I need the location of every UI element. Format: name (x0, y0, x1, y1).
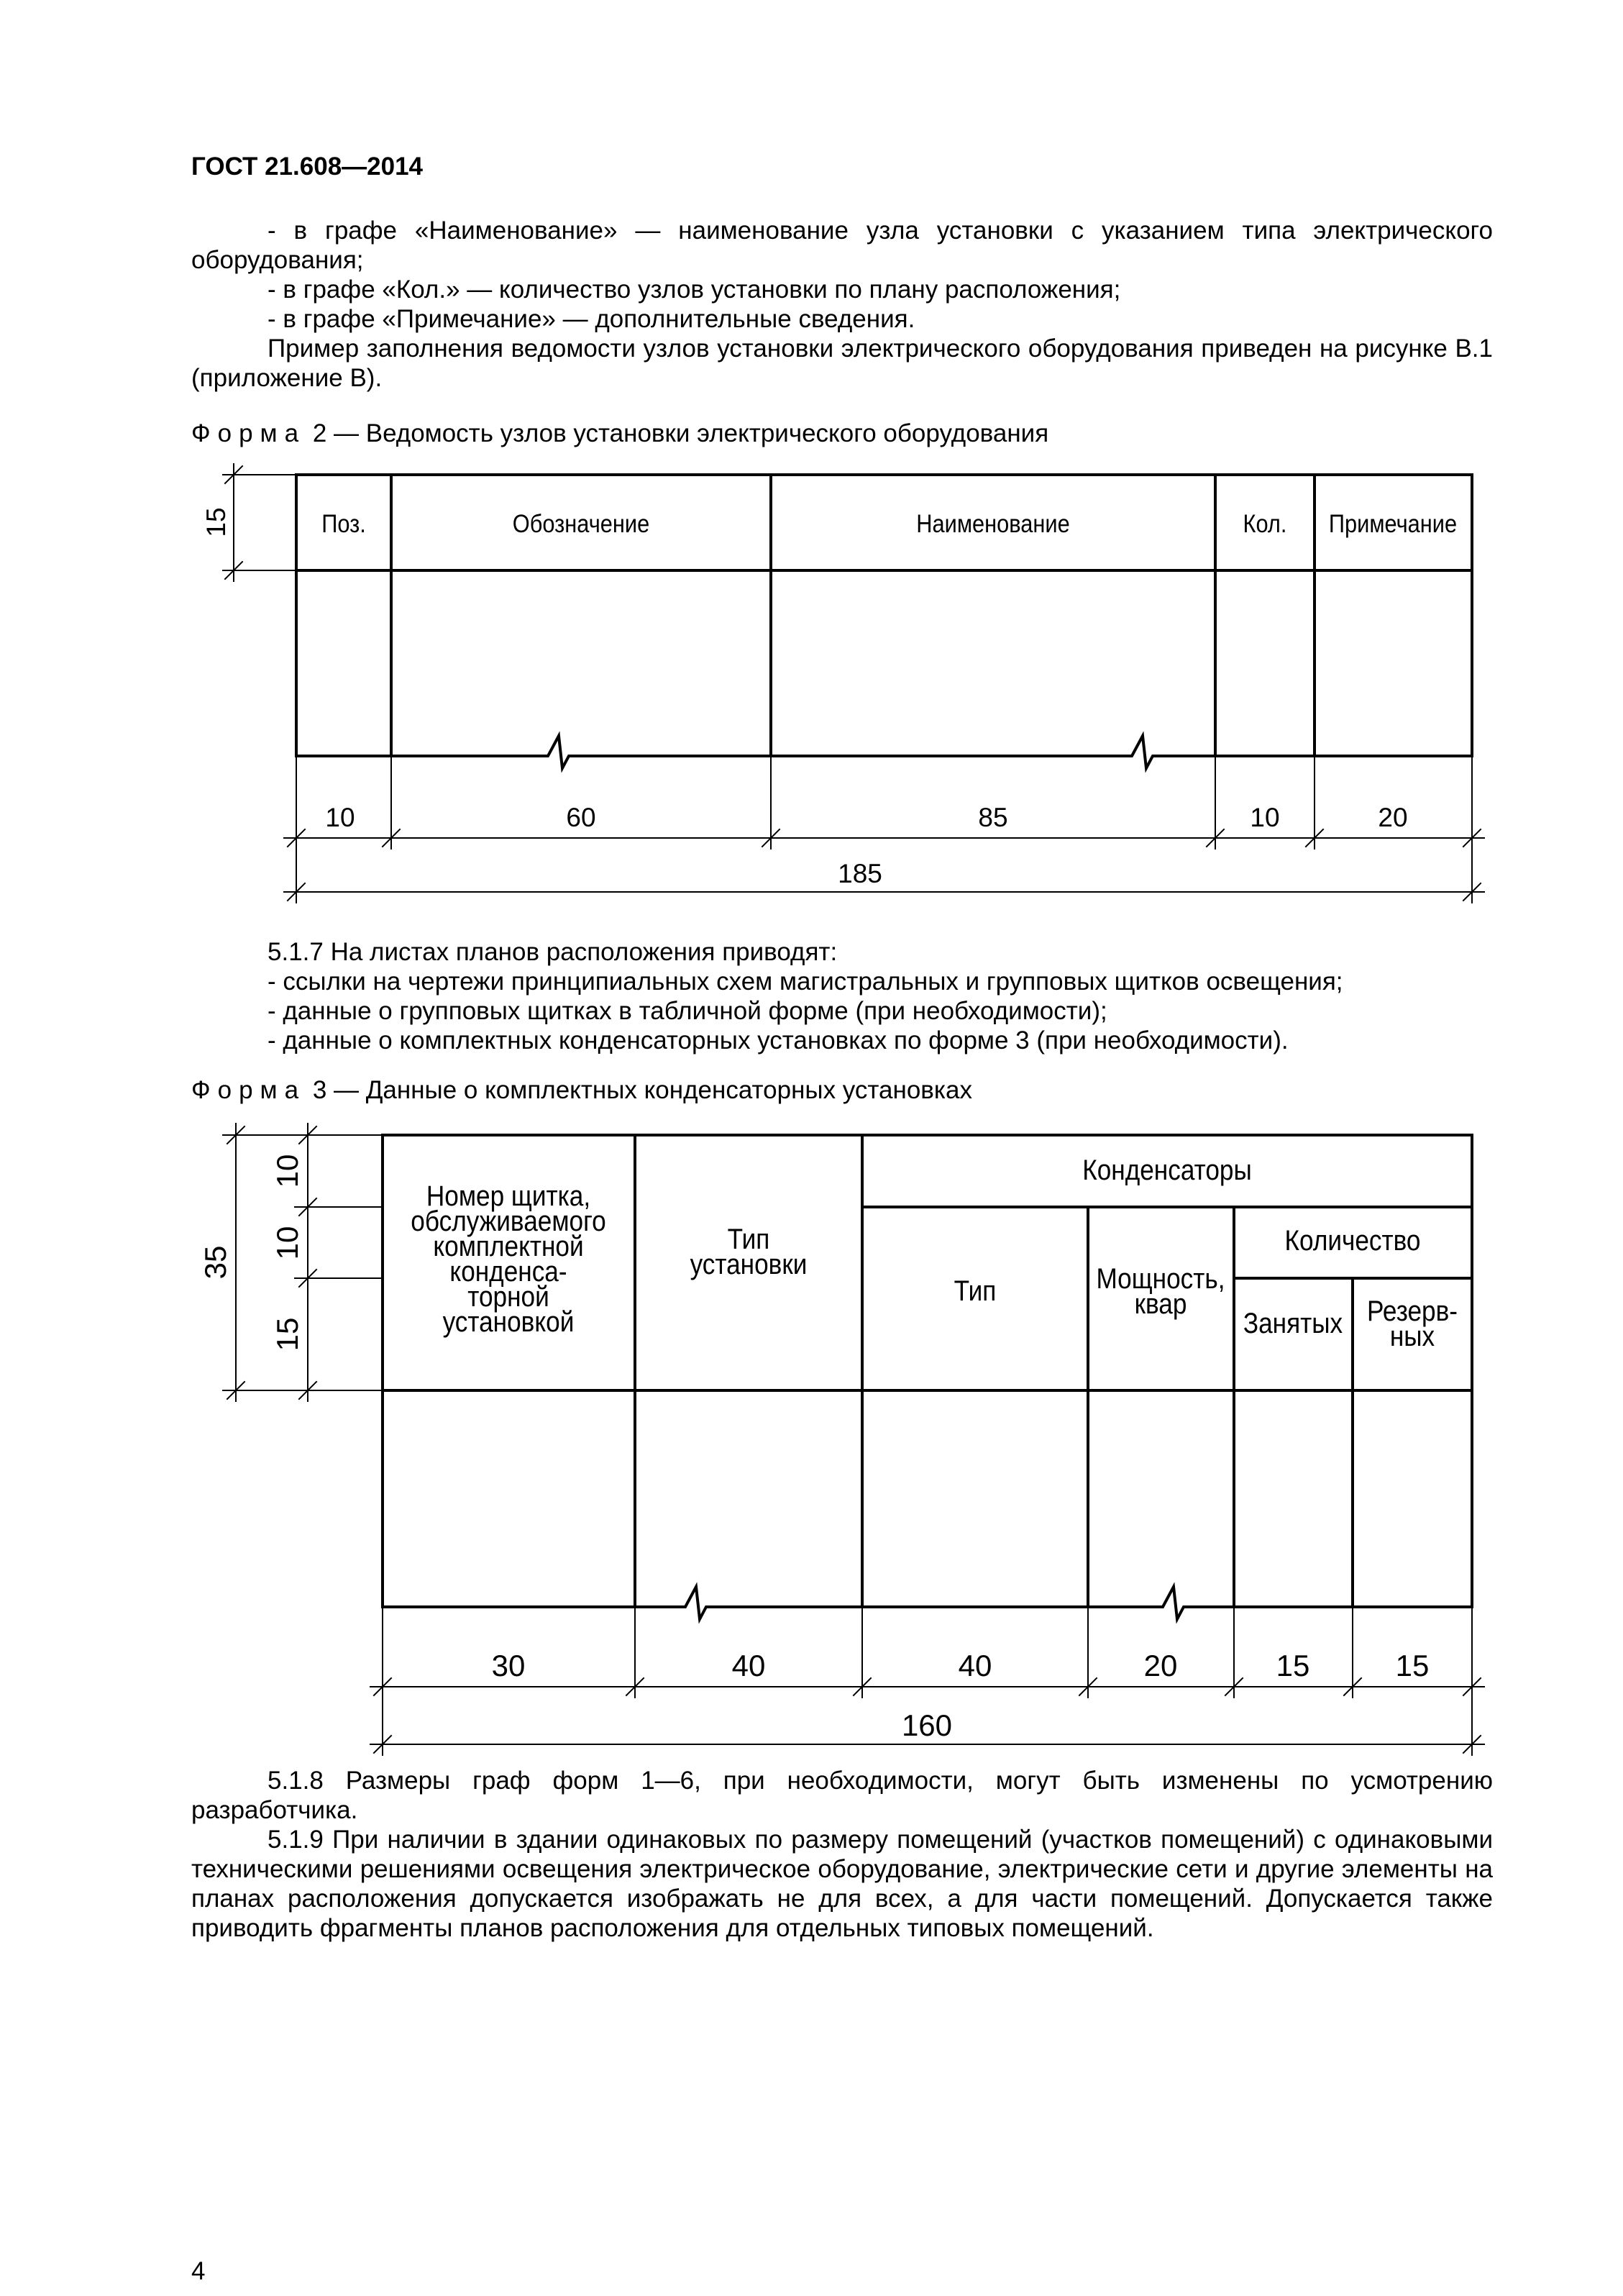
dimension-label: 85 (978, 803, 1008, 832)
document-id: ГОСТ 21.608—2014 (191, 152, 424, 181)
paragraph: - ссылки на чертежи принципиальных схем магистральных и групповых щитков освещения; (268, 967, 1343, 996)
column-header-line: комплектной (433, 1229, 584, 1262)
column-header-line: ных (1389, 1319, 1435, 1352)
column-header-line: установкой (442, 1305, 575, 1338)
column-header: Тип (954, 1274, 997, 1307)
paragraph: - в графе «Примечание» — дополнительные сведения. (268, 305, 915, 333)
subgroup-header: Количество (1284, 1224, 1421, 1257)
page-number: 4 (191, 2257, 206, 2285)
paragraph: - в графе «Кол.» — количество узлов установки по плану расположения; (268, 275, 1121, 304)
column-header: Поз. (321, 509, 366, 538)
form3-headers (411, 1154, 1458, 1352)
column-header: Примечание (1328, 509, 1458, 538)
caption-word: Форма (191, 419, 306, 447)
dimension-label: 60 (566, 803, 596, 832)
form2-headers (321, 509, 1457, 537)
paragraph: - данные о групповых щитках в табличной форме (при необходимости); (268, 997, 1107, 1025)
dimension-total: 35 (198, 1245, 232, 1280)
column-header-line: Номер щитка, (426, 1179, 591, 1212)
group-header: Конденсаторы (1082, 1153, 1252, 1186)
caption-text: 3 — Данные о комплектных конденсаторных установках (312, 1076, 972, 1104)
column-header: Кол. (1243, 509, 1287, 538)
dimension-label: 10 (270, 1226, 304, 1260)
column-header: Наименование (916, 509, 1070, 538)
form2-dimension-labels (201, 507, 1408, 888)
column-header: Занятых (1243, 1306, 1343, 1339)
column-header-line: Резерв- (1367, 1294, 1458, 1327)
section-5-1-8-9 (191, 1766, 1493, 1943)
dimension-label: 15 (1276, 1649, 1310, 1682)
column-header-line: конденса- (449, 1254, 567, 1288)
paragraph: 5.1.8 Размеры граф форм 1—6, при необходимости, могут быть изменены по усмотрению разработчика. (191, 1767, 1493, 1824)
caption-word: Форма (191, 1076, 306, 1104)
paragraph: Пример заполнения ведомости узлов установки электрического оборудования приведен на рисунке В.1 (приложение В). (191, 334, 1493, 392)
dimension-total: 185 (838, 859, 882, 888)
paragraph: 5.1.7 На листах планов расположения приводят: (268, 938, 838, 966)
column-header-line: установки (690, 1247, 808, 1280)
dimension-total: 160 (901, 1708, 953, 1742)
column-header-line: обслуживаемого (411, 1204, 606, 1237)
dimension-label: 15 (270, 1317, 304, 1352)
dimension-label: 15 (1395, 1649, 1430, 1682)
dimension-label: 20 (1143, 1649, 1178, 1682)
column-header-line: квар (1134, 1287, 1187, 1320)
column-header-line: Мощность, (1096, 1262, 1225, 1295)
paragraph: - в графе «Наименование» — наименование узла установки с указанием типа электрического оборудования; (191, 217, 1493, 274)
column-header-line: торной (467, 1280, 549, 1313)
paragraph: 5.1.9 При наличии в здании одинаковых по размеру помещений (участков помещений) с одинаковыми техническими решениями освещения электрическое оборудование, электрические сети и другие элементы на планах расположения допускается изображать не для всех, а для части помещений. Допускается также приводить фрагменты планов расположения для отдельных типовых помещений. (191, 1826, 1493, 1942)
form2-table (296, 475, 1472, 768)
dimension-label: 20 (1378, 803, 1408, 832)
dimension-label: 10 (270, 1154, 304, 1188)
form2-dimensions (223, 464, 1484, 903)
dimension-label: 40 (731, 1649, 766, 1682)
column-header-line: Тип (727, 1222, 770, 1255)
dimension-label: 10 (1250, 803, 1280, 832)
dimension-label: 40 (958, 1649, 992, 1682)
dimension-label: 15 (201, 507, 231, 537)
dimension-label: 10 (325, 803, 355, 832)
dimension-label: 30 (491, 1649, 526, 1682)
caption-text: 2 — Ведомость узлов установки электрического оборудования (312, 419, 1049, 447)
paragraph: - данные о комплектных конденсаторных установках по форме 3 (при необходимости). (268, 1026, 1289, 1054)
column-header: Обозначение (512, 509, 650, 538)
